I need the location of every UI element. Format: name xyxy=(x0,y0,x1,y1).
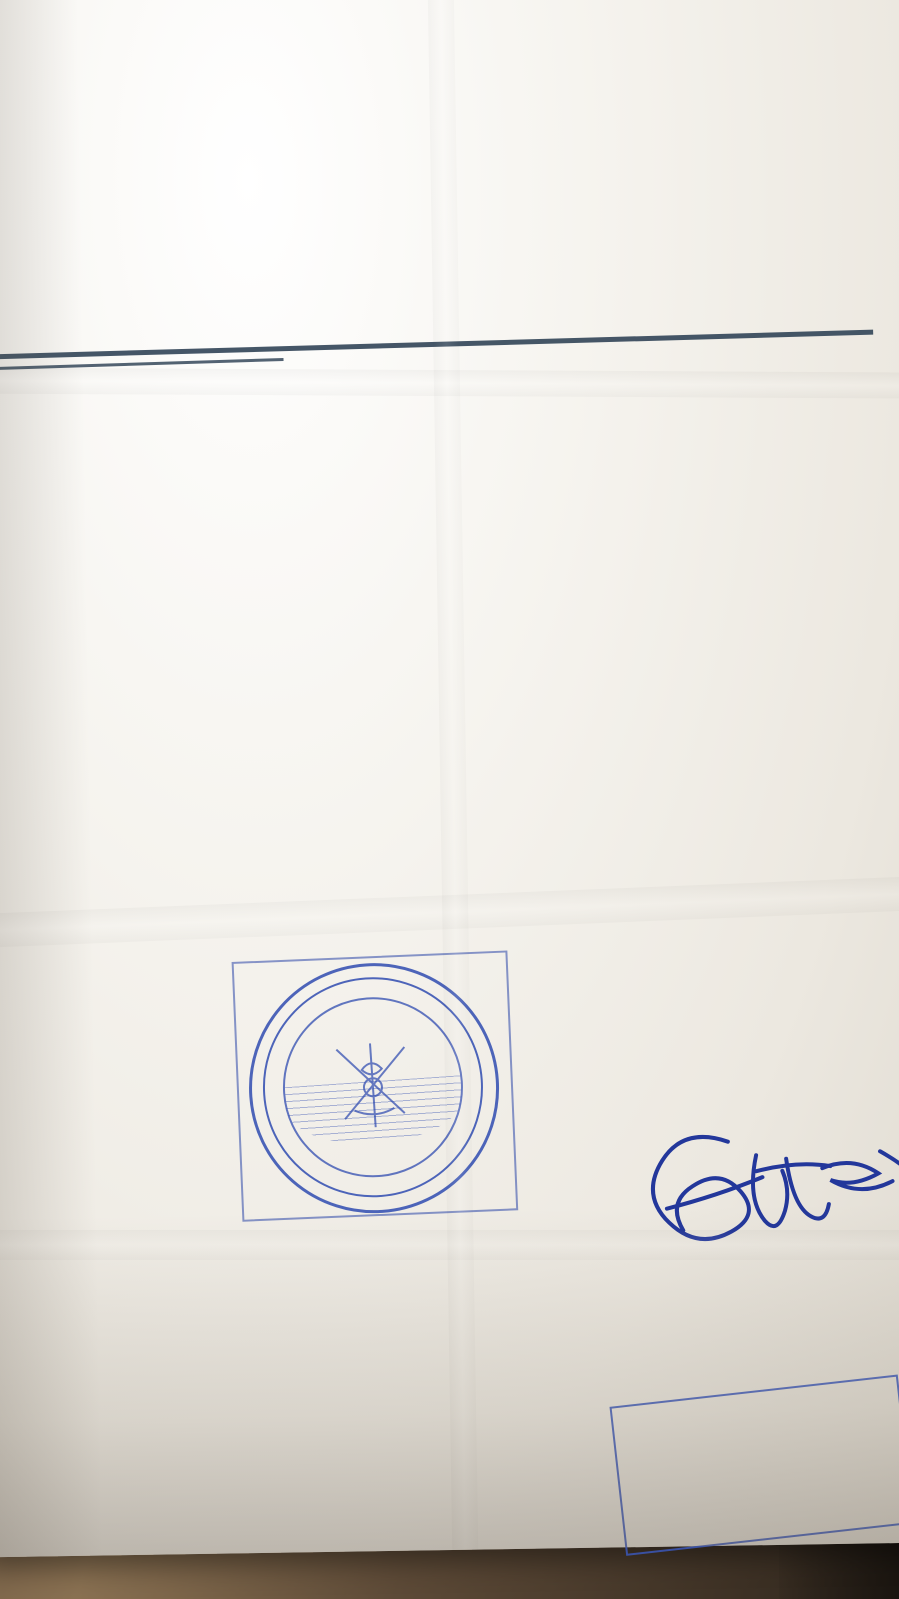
letterhead-line-3 xyxy=(0,43,899,78)
stamp-line-4 xyxy=(613,1391,897,1423)
paper-shadow-left xyxy=(0,0,102,1557)
body-line-4 xyxy=(0,669,899,694)
body-line-2 xyxy=(0,669,899,693)
page-title xyxy=(0,470,795,492)
letterhead-line-2 xyxy=(0,38,892,80)
round-seal-stamp xyxy=(228,942,518,1232)
paper-crease-horizontal-2 xyxy=(0,876,899,948)
letterhead-line-4 xyxy=(0,40,899,85)
letterhead-line-1 xyxy=(0,25,876,80)
body-line-5 xyxy=(0,669,899,694)
header-divider-rule xyxy=(0,330,873,361)
stamp-line-2 xyxy=(613,1391,897,1423)
stamp-line-3 xyxy=(613,1391,897,1423)
seal-text xyxy=(228,942,518,1232)
body-line-1 xyxy=(0,669,899,692)
header-divider-rule-secondary xyxy=(0,358,284,371)
letterhead xyxy=(0,43,899,70)
body-text xyxy=(0,669,899,692)
rectangular-rubber-stamp xyxy=(610,1374,899,1555)
paper-crease-vertical xyxy=(428,0,479,1550)
stamp-line-1 xyxy=(613,1391,897,1423)
body-line-3 xyxy=(0,669,899,693)
handwritten-signature xyxy=(635,1112,899,1277)
paper-crease-horizontal-1 xyxy=(0,368,899,399)
